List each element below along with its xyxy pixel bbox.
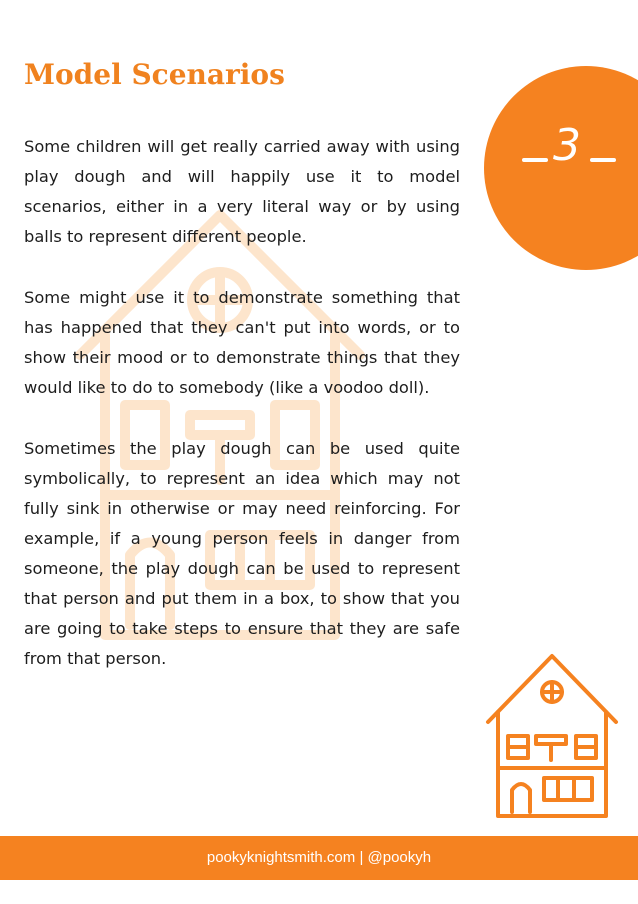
body-text xyxy=(24,132,460,705)
house-icon xyxy=(482,650,622,822)
page-number-dash-right xyxy=(590,158,616,162)
page-title: Model Scenarios xyxy=(24,58,285,91)
page-number-dash-left xyxy=(522,158,548,162)
footer-text[interactable]: pookyknightsmith.com | @pookyh xyxy=(206,849,432,866)
footer-bar xyxy=(0,836,638,880)
paragraph: Sometimes the play dough can be used quite symbolically, to represent an idea which may not fully sink in otherwise or may need reinforcing. For example, if a young person feels in danger from someone, the play dough can be used to represent that person and put them in a box, to show that you are going to take steps to ensure that they are safe from that person. xyxy=(24,439,460,668)
paragraph: Some children will get really carried away with using play dough and will happily use it to model scenarios, either in a very literal way or by using balls to represent different people. xyxy=(24,137,460,246)
page-number: 3 xyxy=(553,120,581,171)
paragraph: Some might use it to demonstrate something that has happened that they can't put into words, or to show their mood or to demonstrate things that they would like to do to somebody (like a voodoo doll). xyxy=(24,288,460,397)
